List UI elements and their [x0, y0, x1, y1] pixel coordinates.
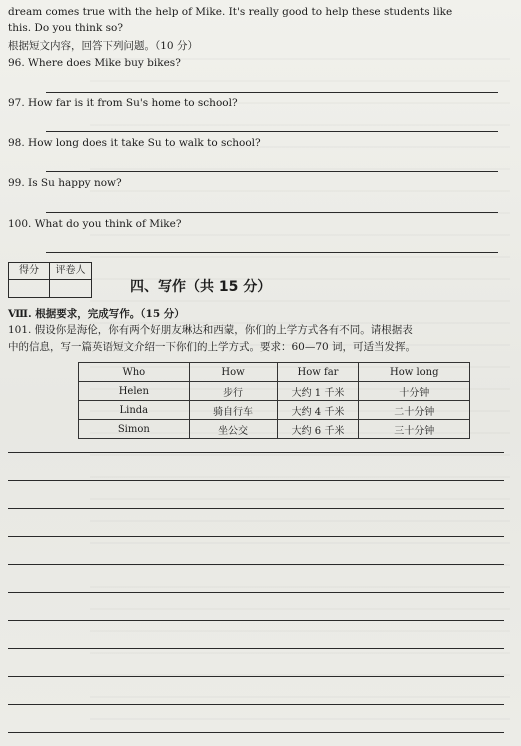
- writing-line[interactable]: [8, 704, 504, 705]
- question-text: How long does it take Su to walk to school?: [28, 137, 261, 149]
- answer-line-96[interactable]: [46, 92, 498, 93]
- cell-how-far: 大约 1 千米: [277, 382, 359, 401]
- writing-line[interactable]: [8, 480, 504, 481]
- writing-line[interactable]: [8, 564, 504, 565]
- question-number: 97.: [8, 97, 25, 109]
- header-how-long: How long: [359, 363, 470, 382]
- answer-line-100[interactable]: [46, 252, 498, 253]
- question-text: What do you think of Mike?: [34, 218, 182, 230]
- passage-line-1: dream comes true with the help of Mike. It's really good to help these students like: [8, 6, 453, 18]
- score-label: 得分: [9, 263, 50, 280]
- table-row: [79, 382, 470, 401]
- writing-line[interactable]: [8, 676, 504, 677]
- cell-who: Helen: [79, 382, 190, 401]
- cell-how: 步行: [189, 382, 277, 401]
- reviewer-cell[interactable]: [50, 280, 91, 297]
- reading-instruction: 根据短文内容，回答下列问题。（10 分）: [8, 40, 198, 52]
- question-number: 99.: [8, 177, 25, 189]
- table-header-row: [79, 363, 470, 382]
- writing-prompt-line-1: 101. 假设你是海伦，你有两个好朋友琳达和西蒙，你们的上学方式各有不同。请根据表: [8, 324, 413, 336]
- question-98: [8, 137, 261, 150]
- writing-prompt-line-2: 中的信息，写一篇英语短文介绍一下你们的上学方式。要求：60—70 词，可适当发挥。: [8, 341, 417, 353]
- cell-how-far: 大约 6 千米: [277, 420, 359, 439]
- writing-line[interactable]: [8, 452, 504, 453]
- cell-how-long: 三十分钟: [359, 420, 470, 439]
- writing-line[interactable]: [8, 620, 504, 621]
- header-how: How: [189, 363, 277, 382]
- table-row: [79, 420, 470, 439]
- cell-how: 骑自行车: [189, 401, 277, 420]
- passage-line-2: this. Do you think so?: [8, 22, 123, 34]
- writing-line[interactable]: [8, 536, 504, 537]
- cell-how-long: 十分钟: [359, 382, 470, 401]
- cell-who: Linda: [79, 401, 190, 420]
- answer-line-97[interactable]: [46, 131, 498, 132]
- question-text: How far is it from Su's home to school?: [28, 97, 238, 109]
- question-100: [8, 218, 182, 231]
- commute-table: [78, 362, 470, 439]
- cell-how: 坐公交: [189, 420, 277, 439]
- question-99: [8, 177, 122, 190]
- cell-how-far: 大约 4 千米: [277, 401, 359, 420]
- writing-section-title: 四、写作（共 15 分）: [130, 279, 272, 295]
- answer-line-99[interactable]: [46, 212, 498, 213]
- header-who: Who: [79, 363, 190, 382]
- writing-line[interactable]: [8, 508, 504, 509]
- question-text: Where does Mike buy bikes?: [28, 57, 181, 69]
- question-number: 96.: [8, 57, 25, 69]
- question-number: 100.: [8, 218, 32, 230]
- header-how-far: How far: [277, 363, 359, 382]
- cell-how-long: 二十分钟: [359, 401, 470, 420]
- table-row: [79, 401, 470, 420]
- writing-subtitle: Ⅷ. 根据要求，完成写作。（15 分）: [8, 308, 185, 320]
- score-box: [8, 262, 92, 298]
- question-text: Is Su happy now?: [28, 177, 122, 189]
- writing-line[interactable]: [8, 592, 504, 593]
- question-97: [8, 97, 238, 110]
- answer-line-98[interactable]: [46, 171, 498, 172]
- score-cell[interactable]: [9, 280, 50, 297]
- question-96: [8, 57, 181, 70]
- writing-line[interactable]: [8, 732, 504, 733]
- question-number: 98.: [8, 137, 25, 149]
- reviewer-label: 评卷人: [50, 263, 91, 280]
- writing-line[interactable]: [8, 648, 504, 649]
- cell-who: Simon: [79, 420, 190, 439]
